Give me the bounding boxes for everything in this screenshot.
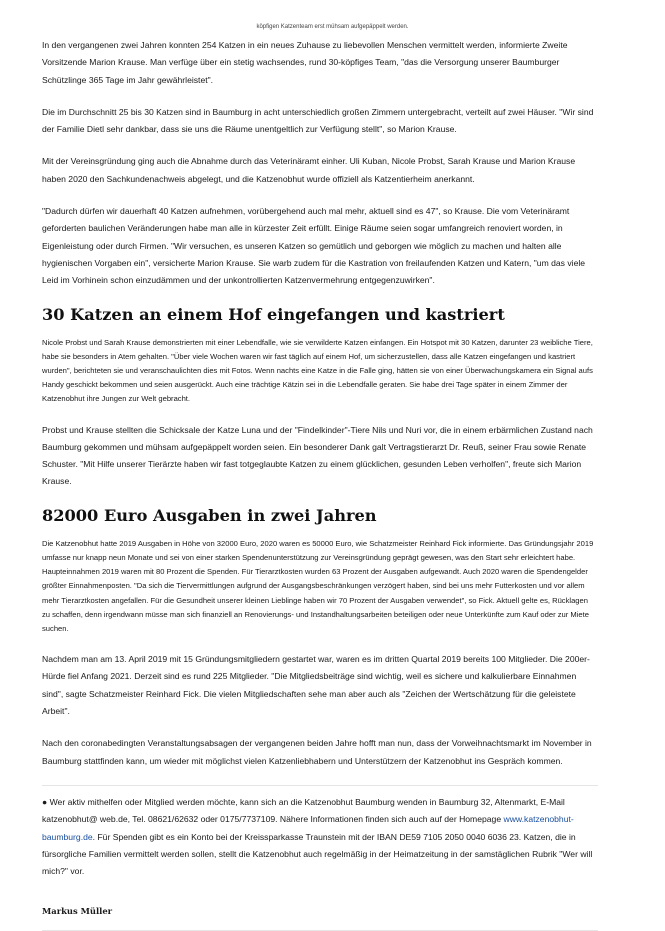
info-text-donations: . Für Spenden gibt es ein Konto bei der Kreissparkasse Traunstein mit der IBAN DE59 7105 2050 0040 6036 23. Katzen, die in fürsorgliche Familien vermittelt werden sollen, stellt die Katzenobhut auch regelmäßig in der Heimatzeitung in der samstäglichen Rubrik "Wer will mich?" vor.: [42, 831, 593, 877]
homepage-link[interactable]: www.katzenobhut-baumburg.de: [42, 814, 574, 842]
paragraph-adoptions: In den vergangenen zwei Jahren konnten 254 Katzen in ein neues Zuhause zu liebevollen Menschen vermittelt werden, informierte Zweite Vorsitzende Marion Krause. Man verfüge über ein stetig wachsendes, rund 30-köpfiges Team, "das die Versorgung unserer Baumburger Schützlinge 365 Tage im Jahr gewährleistet".: [42, 40, 568, 85]
info-text-contact: ● Wer aktiv mithelfen oder Mitglied werden möchte, kann sich an die Katzenobhut Baumburg wenden in Baumburg 32, Altenmarkt, E-Mail katzenobhut@ web.de, Tel. 08621/62632 oder 0175/7737109. Nähere Informationen finden sich auch auf der Homepage: [42, 796, 565, 825]
paragraph-hotspot: Nicole Probst und Sarah Krause demonstrierten mit einer Lebendfalle, wie sie verwilderte Katzen einfangen. Ein Hotspot mit 30 Katzen, darunter 23 weibliche Tiere, habe sie besonders in Atem gehalten. "Über viele Wochen waren wir fast täglich auf einem Hof, um sicherzustellen, dass alle Katzen eingefangen und kastriert wurden", berichteten sie und veranschaulichten dies mit Fotos. Wenn nachts eine Katze in die Falle ging, hätten sie von einer Überwachungskamera ein Signal aufs Handy geschickt bekommen und seien ausgerückt. Auch eine trächtige Kätzin sei in die Lebendfalle geraten. Sie habe drei Tage später in einem Zimmer der Katzenobhut ihre Jungen zur Welt gebracht.: [42, 337, 593, 404]
author-name: Markus Müller: [42, 906, 598, 931]
paragraph-vet-approval: Mit der Vereinsgründung ging auch die Abnahme durch das Veterinäramt einher. Uli Kuban, Nicole Probst, Sarah Krause und Marion Krause haben 2020 den Sachkundenachweis abgelegt, und die Katzenobhut wurde offiziell als Katzentierheim anerkannt.: [42, 156, 576, 184]
paragraph-finances: Die Katzenobhut hatte 2019 Ausgaben in Höhe von 32000 Euro, 2020 waren es 50000 Euro, wie Schatzmeister Reinhard Fick informierte. Das Gründungsjahr 2019 umfasse nur knapp neun Monate und sei von einer starken Spendenunterstützung zur Vereinsgründung geprägt gewesen, was den Start sehr erleichtert habe. Haupteinnahmen 2019 waren mit 80 Prozent die Spenden. Für Tierarztkosten wurden 63 Prozent der Ausgaben aufgewandt. Auch 2020 waren die Spendengelder größter Einnahmenposten. "Da sich die Tiervermittlungen aufgrund der Ausgangsbeschränkungen verzögert haben, sind bei uns mehr Futterkosten und vor allem mehr Tierarztkosten angefallen. Für die Gesundheit unserer kleinen Lieblinge haben wir 70 Prozent der Ausgaben verwendet", so Fick. Aktuell gelte es, Rücklagen zu schaffen, denn irgendwann müsse man sich finanziell an Renovierungs- und Instandhaltungsarbeiten beteiligen oder neue Unterkünfte zum Kauf oder zur Miete suchen.: [42, 538, 594, 633]
section-heading-expenses: 82000 Euro Ausgaben in zwei Jahren: [42, 505, 377, 525]
paragraph-christmas-market: Nach den coronabedingten Veranstaltungsabsagen der vergangenen beiden Jahre hofft man nun, dass der Vorweihnachtsmarkt im November in Baumburg stattfinden kann, um wieder mit möglichst vielen Katzenliebhabern und Unterstützern der Katzenobhut ins Gespräch kommen.: [42, 738, 592, 766]
image-caption: köpfigen Katzenteam erst mühsam aufgepäppelt werden.: [256, 24, 409, 30]
paragraph-housing: Die im Durchschnitt 25 bis 30 Katzen sind in Baumburg in acht unterschiedlich großen Zimmern untergebracht, verteilt auf zwei Häuser. "Wir sind der Familie Dietl sehr dankbar, dass sie uns die Räume unentgeltlich zur Verfügung stellt", so Marion Krause.: [42, 106, 594, 135]
article-body: [42, 37, 598, 931]
info-box: [42, 785, 598, 880]
paragraph-membership: Nachdem man am 13. April 2019 mit 15 Gründungsmitgliedern gestartet war, waren es im dritten Quartal 2019 bereits 100 Mitglieder. Die 200er-Hürde fiel Anfang 2021. Derzeit sind es rund 225 Mitglieder. "Die Mitgliedsbeiträge sind wichtig, weil es sichere und kalkulierbare Einnahmen sind", sagte Schatzmeister Reinhard Fick. Die vielen Mitgliedschaften sehe man aber auch als "Zeichen der Wertschätzung für die geleistete Arbeit".: [42, 654, 590, 717]
paragraph-capacity: "Dadurch dürfen wir dauerhaft 40 Katzen aufnehmen, vorübergehend auch mal mehr, aktuell sind es 47", so Krause. Die vom Veterinäramt geforderten baulichen Veränderungen habe man alle in kürzester Zeit erfüllt. Einige Räume seien sogar umfangreich renoviert worden, in Eigenleistung oder durch Firmen. "Wir versuchen, es unseren Katzen so gemütlich und geborgen wie möglich zu machen und halten alle hygienischen Vorgaben ein", versicherte Marion Krause. Sie warb zudem für die Kastration von freilaufenden Katzen und Katern, "um das viele Leid im Vorhinein schon einzudämmen und der unkontrollierten Katzenvermehrung entgegenzuwirken".: [42, 206, 586, 286]
section-heading-capture: 30 Katzen an einem Hof eingefangen und kastriert: [42, 304, 505, 324]
paragraph-rescue-stories: Probst und Krause stellten die Schicksale der Katze Luna und der "Findelkinder"-Tiere Nils und Nuri vor, die in einem erbärmlichen Zustand nach Baumburg gekommen und mühsam aufgepäppelt worden seien. Ein besonderer Dank galt Vertragstierarzt Dr. Reuß, seiner Frau sowie Renate Schuster. "Mit Hilfe unserer Tierärzte haben wir fast totgeglaubte Katzen zu einem glücklichen, gesunden Leben verholfen", freute sich Marion Krause.: [42, 424, 593, 487]
